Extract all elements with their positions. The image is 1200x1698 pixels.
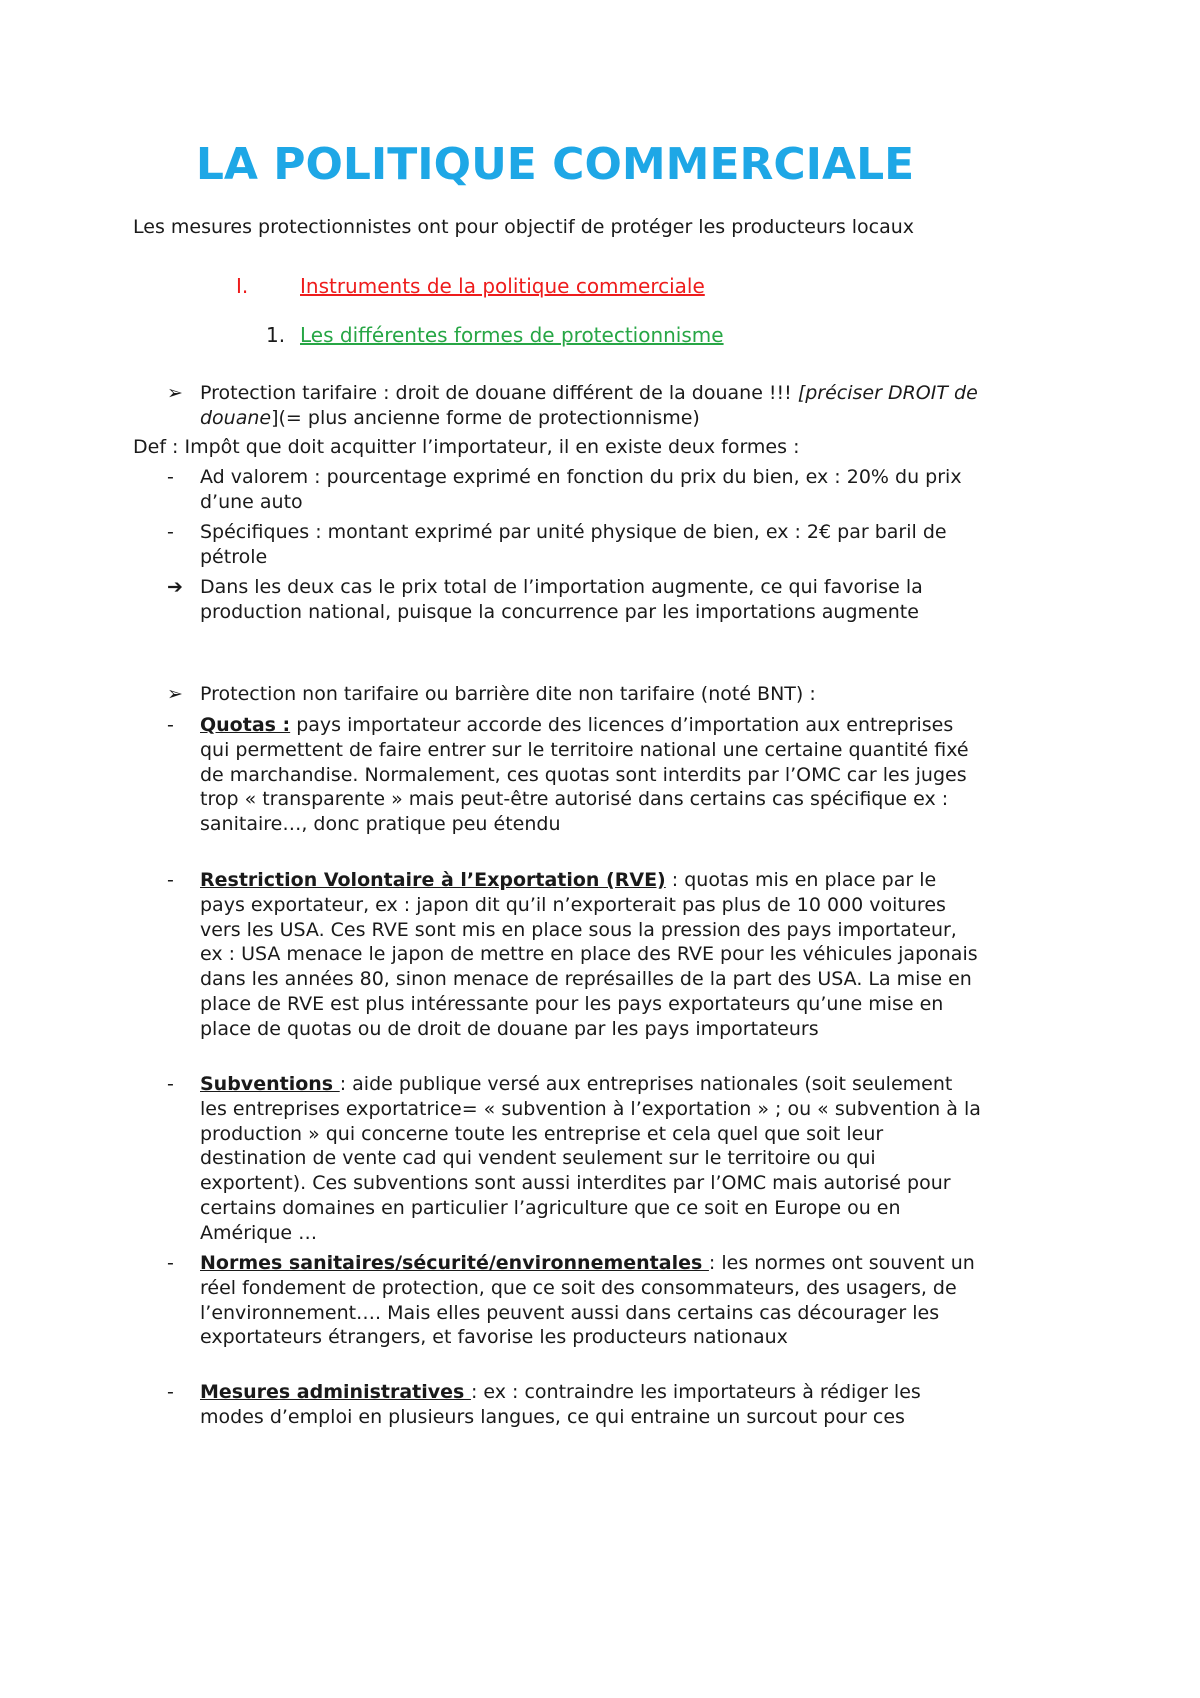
tarifaire-text: Protection tarifaire : droit de douane différent de la douane !!! xyxy=(200,382,798,404)
ad-valorem-item xyxy=(167,465,985,515)
item-text: : aide publique versé aux entreprises nationales (soit seulement les entreprises exportatrice= « subvention à l’exportation » ; ou « subvention à la production » qui concerne toute les entreprise et cela quel que soit leur destination de vente cad qui vendent seulement sur le territoire ou qui exportent). Ces subventions sont aussi interdites par l’OMC mais autorisé pour certains domaines en particulier l’agriculture que ce soit en Europe ou en Amérique … xyxy=(200,1073,981,1244)
item-term: Mesures administratives xyxy=(200,1381,471,1403)
item-text: pays importateur accorde des licences d’importation aux entreprises qui permettent de faire entrer sur le territoire national une certaine quantité fixé de marchandise. Normalement, ces quotas sont interdits par l’OMC car les juges trop « transparente » mais peut-être autorisé dans certains cas spécifique ex : sanitaire…, donc pratique peu étendu xyxy=(200,714,969,836)
item-term: Normes sanitaires/sécurité/environnementales xyxy=(200,1252,709,1274)
item-text: : quotas mis en place par le pays exportateur, ex : japon dit qu’il n’exporterait pas plus de 10 000 voitures vers les USA. Ces RVE sont mis en place sous la pression des pays importateur, ex : USA menace le japon de mettre en place des RVE pour les véhicules japonais dans les années 80, sinon menace de représailles de la part des USA. La mise en place de RVE est plus intéressante pour les pays exportateurs qu’une mise en place de quotas ou de droit de douane par les pays importateurs xyxy=(200,869,978,1040)
list-item-normes xyxy=(167,1251,985,1350)
dash-bullet: - xyxy=(167,1252,174,1274)
list-item-rve xyxy=(167,868,985,1042)
list-item-mesures xyxy=(167,1380,985,1430)
non-tarifaire-item xyxy=(167,682,985,707)
dash-bullet: - xyxy=(167,714,174,736)
list-item-quotas xyxy=(167,713,985,837)
specifiques-item xyxy=(167,520,985,570)
dash-bullet: - xyxy=(167,1073,174,1095)
tarifaire-italic: [préciser DROIT de douane xyxy=(200,382,978,429)
dash-bullet: - xyxy=(167,1381,174,1403)
arrowhead-bullet-icon: ➢ xyxy=(167,683,183,705)
definition: Def : Impôt que doit acquitter l’importateur, il en existe deux formes : xyxy=(133,436,800,458)
conclusion-text: Dans les deux cas le prix total de l’importation augmente, ce qui favorise la production national, puisque la concurrence par les importations augmente xyxy=(200,576,923,623)
document-title: LA POLITIQUE COMMERCIALE xyxy=(195,139,915,190)
dash-bullet: - xyxy=(167,521,174,543)
item-term: Restriction Volontaire à l’Exportation (RVE) xyxy=(200,869,666,891)
conclusion-item xyxy=(167,575,985,625)
tarifaire-rest: ](= plus ancienne forme de protectionnisme) xyxy=(271,406,700,429)
arrow-right-icon: ➔ xyxy=(167,576,183,598)
ad-valorem-text: Ad valorem : pourcentage exprimé en fonction du prix du bien, ex : 20% du prix d’une auto xyxy=(200,466,962,513)
dash-bullet: - xyxy=(167,466,174,488)
tarifaire-paragraph xyxy=(167,381,985,431)
item-term: Quotas : xyxy=(200,714,291,736)
specifiques-text: Spécifiques : montant exprimé par unité physique de bien, ex : 2€ par baril de pétrole xyxy=(200,521,947,568)
arrowhead-bullet-icon: ➢ xyxy=(167,382,183,404)
section-heading: Instruments de la politique commerciale xyxy=(300,274,705,298)
item-text: : les normes ont souvent un réel fondement de protection, que ce soit des consommateurs, des usagers, de l’environnement…. Mais elles peuvent aussi dans certains cas décourager les exportateurs étrangers, et favorise les producteurs nationaux xyxy=(200,1252,975,1349)
subsection-heading: Les différentes formes de protectionnisme xyxy=(300,323,724,347)
section-number: I. xyxy=(236,274,249,298)
non-tarifaire-text: Protection non tarifaire ou barrière dite non tarifaire (noté BNT) : xyxy=(200,683,816,705)
item-text: : ex : contraindre les importateurs à rédiger les modes d’emploi en plusieurs langues, ce qui entraine un surcout pour ces xyxy=(200,1381,921,1428)
intro-text: Les mesures protectionnistes ont pour objectif de protéger les producteurs locaux xyxy=(133,216,915,238)
list-item-subventions xyxy=(167,1072,985,1246)
item-term: Subventions xyxy=(200,1073,340,1095)
subsection-number: 1. xyxy=(266,323,286,347)
dash-bullet: - xyxy=(167,869,174,891)
